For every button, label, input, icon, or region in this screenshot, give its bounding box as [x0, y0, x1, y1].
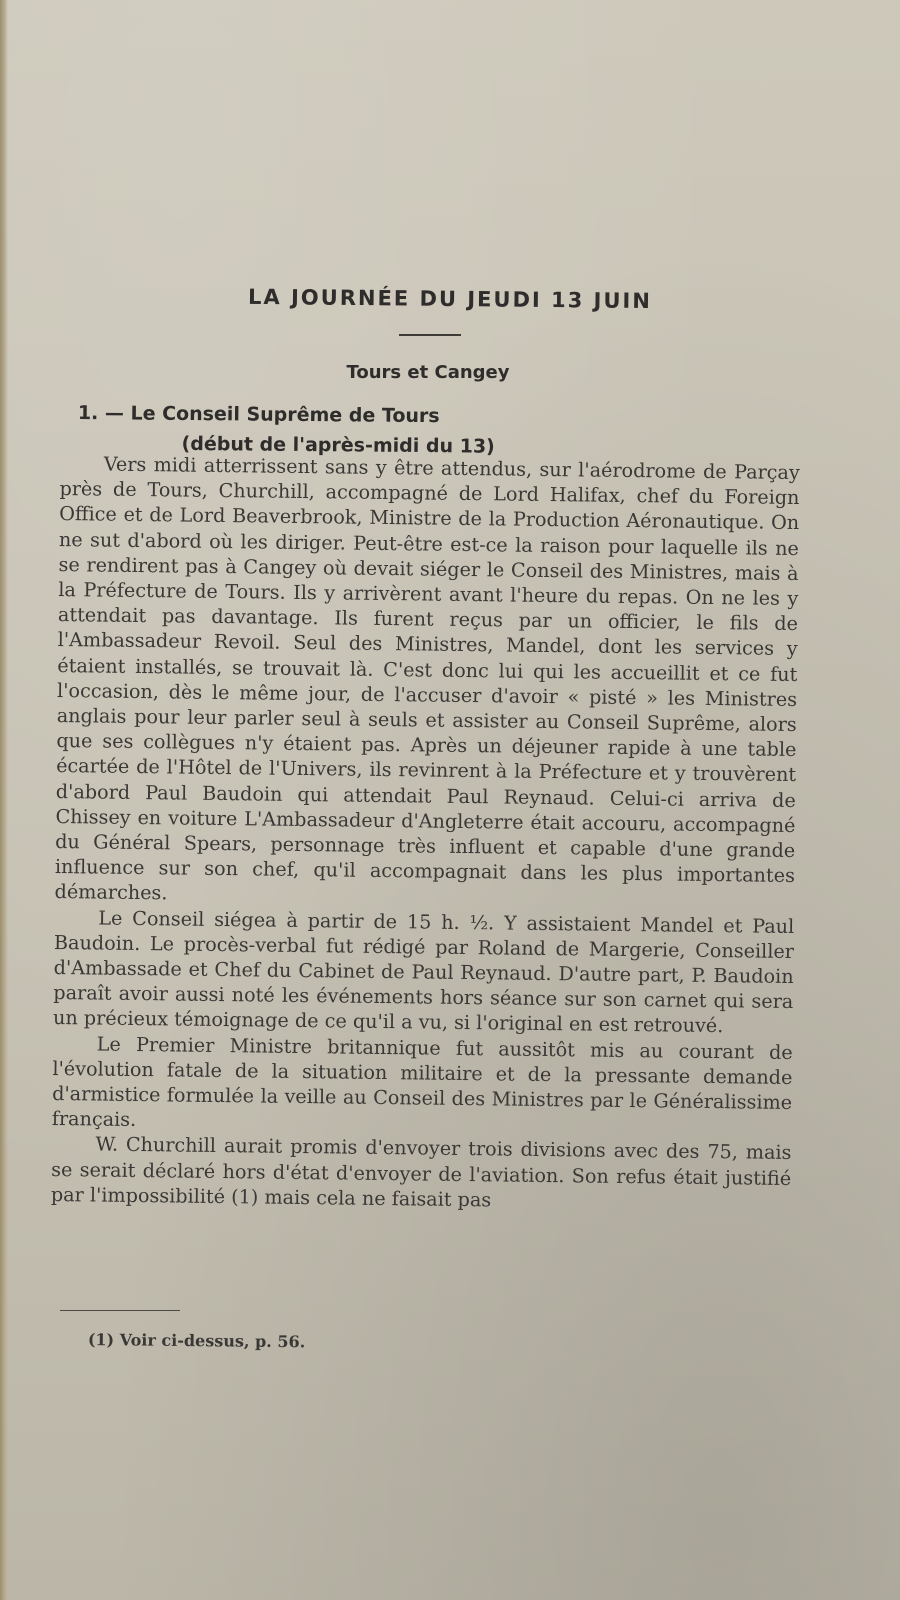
paragraph-4: W. Churchill aurait promis d'envoyer trois divisions avec des 75, mais se serait déclaré hors d'état d'envoyer de l'aviation. Son refus était justifié par l'impossibilité (1) mais cela ne faisait pas	[50, 1132, 792, 1212]
body-text	[51, 451, 800, 1216]
title-rule	[399, 334, 461, 336]
section-title: Tours et Cangey	[346, 362, 510, 383]
paragraph-1: Vers midi atterrissent sans y être attendus, sur l'aérodrome de Parçay près de Tours, Churchill, accompagné de Lord Halifax, chef du Foreign Office et de Lord Beaverbrook, Ministre de la Production Aéronautique. On ne sut d'abord où les diriger. Peut-être est-ce la raison pour laquelle ils ne se rendirent pas à Cangey où devait siéger le Conseil des Ministres, mais à la Préfecture de Tours. Ils y arrivèrent avant l'heure du repas. On ne les y attendait pas davantage. Ils furent reçus par un officier, le fils de l'Ambassadeur Revoil. Seul des Ministres, Mandel, dont les services y étaient installés, se trouvait là. C'est donc lui qui les accueillit et ce fut l'occasion, dès le même jour, de l'accuser d'avoir « pisté » les Ministres anglais pour leur parler seul à seuls et assister au Conseil Suprême, alors que ses collègues n'y étaient pas. Après un déjeuner rapide à une table écartée de l'Hôtel de l'Univers, ils revinrent à la Préfecture et y trouvèrent d'abord Paul Baudoin qui attendait Paul Reynaud. Celui-ci arriva de Chissey en voiture L'Ambassadeur d'Angleterre était accouru, accompagné du Général Spears, personnage très influent et capable d'une grande influence sur son chef, qu'il accompagnait dans les plus importantes démarches.	[54, 452, 800, 905]
paragraph-2: Le Conseil siégea à partir de 15 h. ½. Y assistaient Mandel et Paul Baudoin. Le procès-verbal fut rédigé par Roland de Margerie, Conseiller d'Ambassade et Chef du Cabinet de Paul Reynaud. D'autre part, P. Baudoin paraît avoir aussi noté les événements hors séance sur son carnet qui sera un précieux témoignage de ce qu'il a vu, si l'original en est retrouvé.	[52, 906, 795, 1038]
subheading-line-1: 1. — Le Conseil Suprême de Tours	[77, 401, 440, 428]
page-edge	[0, 0, 8, 1600]
subheading-line-2: (début de l'après-midi du 13)	[181, 432, 495, 458]
footnote: (1) Voir ci-dessus, p. 56.	[87, 1330, 306, 1352]
chapter-title: LA JOURNÉE DU JEUDI 13 JUIN	[247, 284, 652, 314]
footnote-rule	[60, 1310, 180, 1311]
paragraph-3: Le Premier Ministre britannique fut aussitôt mis au courant de l'évolution fatale de la situation militaire et de la pressante demande d'armistice formulée la veille au Conseil des Ministres par le Généralissime français.	[51, 1032, 793, 1132]
